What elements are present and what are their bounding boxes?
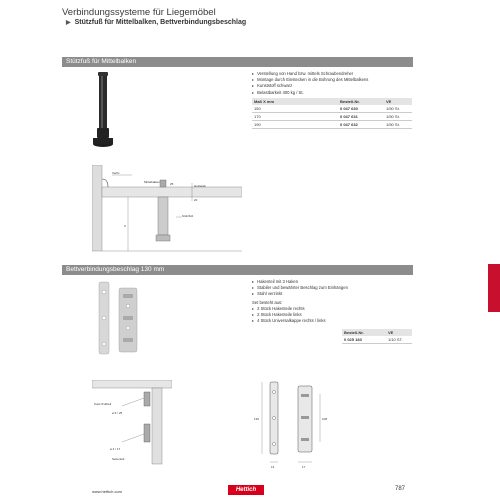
bed-connector-installation-drawing (92, 380, 172, 465)
label-holzstab: Holzstab (194, 184, 206, 188)
bullet-item: ▸ Verstellung von Hand bzw. mittels Schraubendreher (252, 71, 412, 77)
table-cell: 190 (254, 122, 261, 127)
table-header-cell: VE (386, 99, 392, 104)
label-dim-17: 17 (302, 465, 306, 469)
set-item: ▸ 4 Stück Universalkappe rechts / links (252, 318, 412, 324)
table-cell: 1/50 St. (386, 114, 400, 119)
table-cell: 150 (254, 106, 261, 111)
label-dim-108: 108 (322, 417, 328, 421)
label-dim-130: 130 (254, 417, 260, 421)
table-row (252, 121, 412, 129)
table-header-cell: Bestell-Nr. (344, 330, 364, 335)
page-title: Verbindungssysteme für Liegemöbel (62, 7, 216, 18)
label-mittelbalken: Mittelbalken (144, 180, 161, 184)
table-row (252, 105, 412, 113)
table-row (342, 336, 412, 344)
bullet-item: ▸ Stahl verzinkt (252, 291, 412, 297)
bullet-item: ▸ Montage durch Einstecken in die Bohrung des Mittelbalkens (252, 77, 412, 83)
section-header-stuetzfuss: Stützfuß für Mittelbalken (62, 57, 413, 67)
table-header-cell: Maß X mm (254, 99, 275, 104)
page-subtitle (66, 19, 246, 26)
table-row (252, 113, 412, 121)
table-cell: 1/50 St. (386, 106, 400, 111)
triangle-bullet-icon: ▶ (66, 20, 71, 26)
label-dim-b: ø 4 / 17 (110, 447, 121, 451)
table-cell: 0 047 630 (340, 106, 358, 111)
label-kopf: Kopf-/Fußteil (94, 402, 112, 406)
bed-connector-dimension-drawing (252, 378, 342, 470)
section2-bullets (252, 279, 412, 298)
page-number: 787 (395, 486, 406, 492)
hettich-logo: Hettich (228, 485, 264, 495)
section1-table (252, 98, 412, 129)
label-stutzfuss: Stützfuß (182, 214, 194, 218)
section2-table (342, 329, 412, 344)
table-cell: 0 047 631 (340, 114, 358, 119)
table-header-row (342, 329, 412, 336)
set-item: ▸ 2 Stück Hakenteile links (252, 312, 412, 318)
bullet-item: ▸ Hakenteil mit 3 Haken (252, 279, 412, 285)
table-header-cell: VE (388, 330, 394, 335)
chapter-tab-marker (488, 264, 500, 312)
section1-bullets (252, 71, 412, 96)
footer-url[interactable]: www.hettich.com (92, 489, 123, 494)
table-cell: 170 (254, 114, 261, 119)
label-seite: Seitenteil (112, 457, 125, 461)
bed-connector-photo (95, 280, 155, 360)
table-cell: 1/50 St. (386, 122, 400, 127)
table-header-cell: Bestell-Nr. (340, 99, 360, 104)
label-dim-25: 25 (170, 182, 174, 186)
label-dim-x: X (124, 224, 127, 228)
label-dim-13: 13 (271, 465, 275, 469)
label-verfix: Verfix (112, 171, 120, 175)
table-header-row (252, 98, 412, 105)
bullet-item: ▸ Kunststoff schwarz (252, 83, 412, 89)
label-dim-20: 20 (194, 198, 198, 202)
set-items (252, 306, 412, 325)
set-intro: Set besteht aus: (252, 300, 283, 305)
section-header-bettverbindung: Bettverbindungsbeschlag 130 mm (62, 265, 413, 275)
bullet-item: ▸ Stabiler und bewährter Beschlag zum Einhängen (252, 285, 412, 291)
page-subtitle-text: Stützfuß für Mittelbalken, Bettverbindungsbeschlag (74, 19, 247, 26)
table-cell: 1/10 ST. (388, 337, 403, 342)
label-dim-a: ø 6 / 25 (112, 411, 123, 415)
support-foot-photo (85, 72, 125, 154)
table-cell: 0 025 183 (344, 337, 362, 342)
support-foot-drawing (92, 165, 242, 257)
set-item: ▸ 2 Stück Hakenteile rechts (252, 306, 412, 312)
bullet-item: ▸ Belastbarkeit 400 kg / St. (252, 90, 412, 96)
table-cell: 0 047 632 (340, 122, 358, 127)
